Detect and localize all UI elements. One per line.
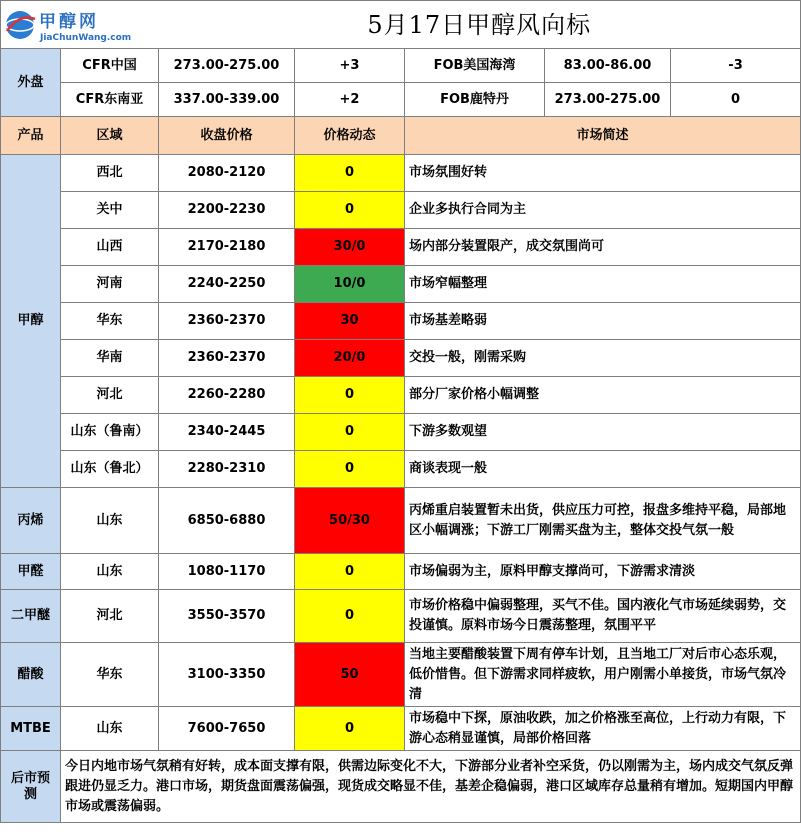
price-cell: 6850-6880 xyxy=(159,488,295,554)
dynamic-cell: 0 xyxy=(295,707,405,751)
external-label: 外盘 xyxy=(1,49,61,117)
description-cell: 市场价格稳中偏弱整理，买气不佳。国内液化气市场延续弱势，交投谨慎。原料市场今日震荡整理，氛围平平 xyxy=(405,590,801,643)
table-row xyxy=(1,707,801,751)
ext-location: CFR东南亚 xyxy=(61,83,159,117)
table-row xyxy=(1,377,801,414)
price-cell: 2240-2250 xyxy=(159,266,295,303)
page-title: 5月17日甲醇风向标 xyxy=(159,1,801,49)
ext-price: 273.00-275.00 xyxy=(545,83,671,117)
table-row xyxy=(1,451,801,488)
ext-change: +2 xyxy=(295,83,405,117)
ext-change: +3 xyxy=(295,49,405,83)
ext-location: FOB鹿特丹 xyxy=(405,83,545,117)
dynamic-cell: 30/0 xyxy=(295,229,405,266)
description-cell: 当地主要醋酸装置下周有停车计划，且当地工厂对后市心态乐观，低价惜售。但下游需求同样疲软，用户刚需小单接货，市场气氛冷清 xyxy=(405,643,801,707)
dynamic-cell: 0 xyxy=(295,414,405,451)
ext-change: 0 xyxy=(671,83,801,117)
header-dynamic: 价格动态 xyxy=(295,117,405,155)
price-cell: 2080-2120 xyxy=(159,155,295,192)
table-row xyxy=(1,554,801,590)
price-cell: 7600-7650 xyxy=(159,707,295,751)
external-row-2 xyxy=(1,83,801,117)
description-cell: 市场偏弱为主，原料甲醇支撑尚可，下游需求清淡 xyxy=(405,554,801,590)
description-cell: 市场窄幅整理 xyxy=(405,266,801,303)
forecast-text: 今日内地市场气氛稍有好转，成本面支撑有限，供需边际变化不大，下游部分业者补空采货，仍以刚需为主，场内成交气氛反弹跟进仍显乏力。港口市场，期货盘面震荡偏强，现货成交略显不佳，基差企稳偏弱，港口区域库存总量稍有增加。短期国内甲醇市场或震荡偏弱。 xyxy=(61,751,801,823)
dynamic-cell: 0 xyxy=(295,155,405,192)
ext-change: -3 xyxy=(671,49,801,83)
region-cell: 华南 xyxy=(61,340,159,377)
forecast-label: 后市预测 xyxy=(1,751,61,823)
dynamic-cell: 0 xyxy=(295,192,405,229)
product-propylene: 丙烯 xyxy=(1,488,61,554)
price-cell: 2360-2370 xyxy=(159,340,295,377)
region-cell: 山东 xyxy=(61,707,159,751)
region-cell: 山东 xyxy=(61,554,159,590)
ext-location: FOB美国海湾 xyxy=(405,49,545,83)
price-cell: 3100-3350 xyxy=(159,643,295,707)
product-formaldehyde: 甲醛 xyxy=(1,554,61,590)
table-row xyxy=(1,340,801,377)
description-cell: 丙烯重启装置暂未出货，供应压力可控，报盘多维持平稳，局部地区小幅调涨；下游工厂刚需买盘为主，整体交投气氛一般 xyxy=(405,488,801,554)
header-region: 区域 xyxy=(61,117,159,155)
dynamic-cell: 0 xyxy=(295,554,405,590)
dynamic-cell: 30 xyxy=(295,303,405,340)
product-mtbe: MTBE xyxy=(1,707,61,751)
description-cell: 市场稳中下探，原油收跌，加之价格涨至高位，上行动力有限，下游心态稍显谨慎，局部价格回落 xyxy=(405,707,801,751)
dynamic-cell: 0 xyxy=(295,377,405,414)
region-cell: 山东（鲁南） xyxy=(61,414,159,451)
dynamic-cell: 10/0 xyxy=(295,266,405,303)
globe-logo-icon xyxy=(3,5,132,45)
external-row-1 xyxy=(1,49,801,83)
ext-price: 337.00-339.00 xyxy=(159,83,295,117)
description-cell: 商谈表现一般 xyxy=(405,451,801,488)
region-cell: 河北 xyxy=(61,377,159,414)
region-cell: 河南 xyxy=(61,266,159,303)
table-row xyxy=(1,266,801,303)
table-row xyxy=(1,488,801,554)
svg-text:甲醇网: 甲醇网 xyxy=(39,12,99,32)
header-description: 市场简述 xyxy=(405,117,801,155)
table-row xyxy=(1,643,801,707)
table-row xyxy=(1,303,801,340)
price-cell: 3550-3570 xyxy=(159,590,295,643)
table-row xyxy=(1,155,801,192)
description-cell: 企业多执行合同为主 xyxy=(405,192,801,229)
product-acetic-acid: 醋酸 xyxy=(1,643,61,707)
region-cell: 河北 xyxy=(61,590,159,643)
header-product: 产品 xyxy=(1,117,61,155)
title-row xyxy=(1,1,801,49)
region-cell: 山东 xyxy=(61,488,159,554)
region-cell: 华东 xyxy=(61,303,159,340)
table-row xyxy=(1,590,801,643)
ext-price: 83.00-86.00 xyxy=(545,49,671,83)
price-cell: 2340-2445 xyxy=(159,414,295,451)
region-cell: 山西 xyxy=(61,229,159,266)
dynamic-cell: 50/30 xyxy=(295,488,405,554)
description-cell: 市场氛围好转 xyxy=(405,155,801,192)
table-header xyxy=(1,117,801,155)
price-cell: 1080-1170 xyxy=(159,554,295,590)
region-cell: 山东（鲁北） xyxy=(61,451,159,488)
ext-price: 273.00-275.00 xyxy=(159,49,295,83)
price-cell: 2200-2230 xyxy=(159,192,295,229)
product-dme: 二甲醚 xyxy=(1,590,61,643)
header-price: 收盘价格 xyxy=(159,117,295,155)
svg-text:JiaChunWang.com: JiaChunWang.com xyxy=(40,33,132,43)
dynamic-cell: 50 xyxy=(295,643,405,707)
description-cell: 部分厂家价格小幅调整 xyxy=(405,377,801,414)
description-cell: 交投一般，刚需采购 xyxy=(405,340,801,377)
price-cell: 2360-2370 xyxy=(159,303,295,340)
description-cell: 市场基差略弱 xyxy=(405,303,801,340)
dynamic-cell: 20/0 xyxy=(295,340,405,377)
ext-location: CFR中国 xyxy=(61,49,159,83)
price-cell: 2280-2310 xyxy=(159,451,295,488)
table-row xyxy=(1,414,801,451)
forecast-row xyxy=(1,751,801,823)
region-cell: 关中 xyxy=(61,192,159,229)
product-methanol: 甲醇 xyxy=(1,155,61,488)
table-row xyxy=(1,192,801,229)
dynamic-cell: 0 xyxy=(295,590,405,643)
region-cell: 华东 xyxy=(61,643,159,707)
logo xyxy=(1,1,159,49)
description-cell: 场内部分装置限产，成交氛围尚可 xyxy=(405,229,801,266)
description-cell: 下游多数观望 xyxy=(405,414,801,451)
table-row xyxy=(1,229,801,266)
price-cell: 2260-2280 xyxy=(159,377,295,414)
dynamic-cell: 0 xyxy=(295,451,405,488)
price-cell: 2170-2180 xyxy=(159,229,295,266)
region-cell: 西北 xyxy=(61,155,159,192)
